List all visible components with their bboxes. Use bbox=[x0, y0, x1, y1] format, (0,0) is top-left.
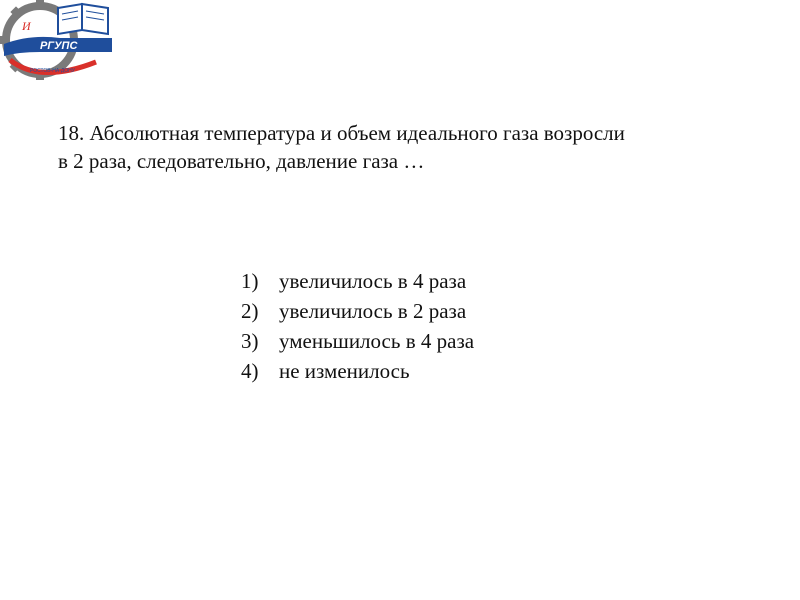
answer-option-3[interactable] bbox=[241, 326, 474, 356]
logo-letter: И bbox=[22, 19, 31, 33]
answer-text: увеличилось в 4 раза bbox=[279, 269, 467, 293]
rgups-logo bbox=[0, 0, 116, 90]
answer-number: 2) bbox=[241, 299, 259, 323]
answer-option-4[interactable] bbox=[241, 356, 474, 386]
book-icon bbox=[58, 4, 108, 34]
logo-subtext: РОСТОВ-НА-ДОНУ bbox=[30, 68, 75, 74]
answer-text: уменьшилось в 4 раза bbox=[279, 329, 475, 353]
answer-number: 3) bbox=[241, 329, 259, 353]
answer-number: 4) bbox=[241, 359, 259, 383]
answer-text: не изменилось bbox=[279, 359, 410, 383]
answer-text: увеличилось в 2 раза bbox=[279, 299, 467, 323]
answer-list bbox=[241, 266, 474, 386]
answer-option-2[interactable] bbox=[241, 296, 474, 326]
answer-number: 1) bbox=[241, 269, 259, 293]
question-line-2: в 2 раза, следовательно, давление газа … bbox=[58, 149, 425, 173]
answer-option-1[interactable] bbox=[241, 266, 474, 296]
question-text bbox=[58, 119, 758, 175]
logo-text: РГУПС bbox=[40, 40, 78, 52]
question-line-1: 18. Абсолютная температура и объем идеального газа возросли bbox=[58, 121, 625, 145]
